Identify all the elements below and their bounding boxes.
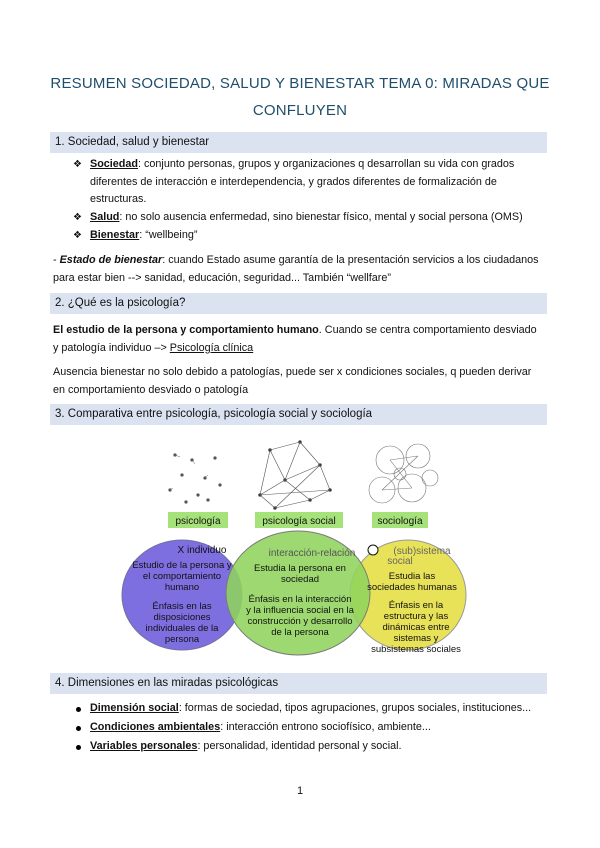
circle1-line: humano xyxy=(164,582,200,593)
circle3-title-2: social xyxy=(387,556,413,567)
diamond-bullet-icon: ❖ xyxy=(73,212,82,223)
page-number: 1 xyxy=(296,785,304,797)
term: Bienestar xyxy=(90,229,140,241)
s4-item-condiciones-ambientales xyxy=(90,719,550,737)
section-4-heading: 4. Dimensiones en las miradas psicológicas xyxy=(50,673,547,694)
label-psicologia: psicología xyxy=(175,516,221,527)
term: Dimensión social xyxy=(90,702,179,714)
label-sociologia: sociología xyxy=(377,516,423,527)
page-title: RESUMEN SOCIEDAD, SALUD Y BIENESTAR TEMA 0: MIRADAS QUE CONFLUYEN xyxy=(50,75,550,119)
s1-item-bienestar xyxy=(90,227,550,245)
comparison-diagram xyxy=(120,430,480,668)
diamond-bullet-icon: ❖ xyxy=(73,230,82,241)
venn-diagram xyxy=(120,430,480,668)
circle1-line: persona xyxy=(164,634,200,645)
definition: : formas de sociedad, tipos agrupaciones, grupos sociales, instituciones... xyxy=(178,702,532,714)
term: Estado de bienestar xyxy=(59,254,163,266)
s2-paragraph-1 xyxy=(53,322,553,357)
circle2-line: construcción y desarrollo xyxy=(247,616,353,627)
section-1-heading: 1. Sociedad, salud y bienestar xyxy=(50,132,547,153)
label-psicologia-social: psicología social xyxy=(262,516,336,527)
definition-cont: para estar bien --> sanidad, educación, seguridad... También “wellfare” xyxy=(53,271,391,284)
s1-item-sociedad xyxy=(90,156,550,209)
term: Variables personales xyxy=(90,740,198,752)
definition: : conjunto personas, grupos y organizaciones q desarrollan su vida con grados xyxy=(138,158,515,170)
circle3-line: subsistemas sociales xyxy=(371,644,461,655)
circle2-line: de la persona xyxy=(271,627,329,638)
circle3-line: dinámicas entre xyxy=(382,622,450,633)
circle3-line: sistemas y xyxy=(393,633,439,644)
circle1-line: Estudio de la persona y xyxy=(132,560,232,571)
circle1-line: individuales de la xyxy=(145,623,219,634)
definition: : personalidad, identidad personal y social. xyxy=(197,740,402,752)
circle3-line: estructura y las xyxy=(383,611,449,622)
circle2-line: Énfasis en la interacción xyxy=(248,594,352,605)
circle2-line: y la influencia social en la xyxy=(246,605,354,616)
term: Condiciones ambientales xyxy=(90,721,221,733)
definition: : cuando Estado asume garantía de la presentación servicios a los ciudadanos xyxy=(162,254,539,266)
definition-cont: estructuras. xyxy=(90,193,147,205)
circle1-title: X individuo xyxy=(177,545,227,556)
s2-paragraph-2 xyxy=(53,364,553,399)
diamond-bullet-icon: ❖ xyxy=(73,159,82,170)
circle3-title: (sub)sistema xyxy=(393,546,451,557)
prefix: - xyxy=(53,254,60,266)
sociologia-network-sketch xyxy=(369,444,438,503)
psicologia-network-sketch xyxy=(169,454,222,504)
bullet-dot-icon xyxy=(76,726,81,731)
bullet-dot-icon xyxy=(76,745,81,750)
psicologia-social-network-sketch xyxy=(259,441,332,510)
small-ring-icon xyxy=(368,545,378,555)
circle2-line: Estudia la persona en xyxy=(254,563,346,574)
circle1-line: disposiciones xyxy=(153,612,211,623)
text: y patología individuo –> xyxy=(53,341,170,354)
text: Ausencia bienestar no solo debido a patologías, puede ser x condiciones sociales, q pueden derivar xyxy=(53,366,532,378)
bold-definition: El estudio de la persona y comportamiento humano xyxy=(53,324,319,336)
term: Sociedad xyxy=(90,158,139,170)
psicologia-clinica-link[interactable]: Psicología clínica xyxy=(169,341,254,354)
section-2-heading: 2. ¿Qué es la psicología? xyxy=(50,293,547,314)
circle3-line: Énfasis en la xyxy=(388,600,444,611)
circle2-title: interacción-relación xyxy=(268,548,356,559)
circle1-line: Énfasis en las xyxy=(152,601,212,612)
s4-item-dimension-social xyxy=(90,700,550,718)
definition: : “wellbeing” xyxy=(139,229,198,241)
text: . Cuando se centra comportamiento desviado xyxy=(318,324,537,336)
text: en comportamiento desviado o patología xyxy=(53,383,249,396)
circle3-line: Estudia las xyxy=(388,571,436,582)
circle1-line: el comportamiento xyxy=(142,571,222,582)
bullet-dot-icon xyxy=(76,707,81,712)
estado-bienestar-paragraph xyxy=(53,252,553,287)
s4-item-variables-personales xyxy=(90,738,550,756)
definition: : interacción entrono sociofísico, ambiente... xyxy=(220,721,431,733)
circle3-line: sociedades humanas xyxy=(367,582,457,593)
circle2-line: sociedad xyxy=(280,574,320,585)
section-3-heading: 3. Comparativa entre psicología, psicología social y sociología xyxy=(50,404,547,425)
definition-cont: diferentes de interacción e interdependencia, y grados diferentes de formalización de xyxy=(90,175,497,188)
s1-item-salud xyxy=(90,209,550,227)
term: Salud xyxy=(90,211,120,223)
definition: : no solo ausencia enfermedad, sino bienestar físico, mental y social persona (OMS) xyxy=(119,211,523,223)
